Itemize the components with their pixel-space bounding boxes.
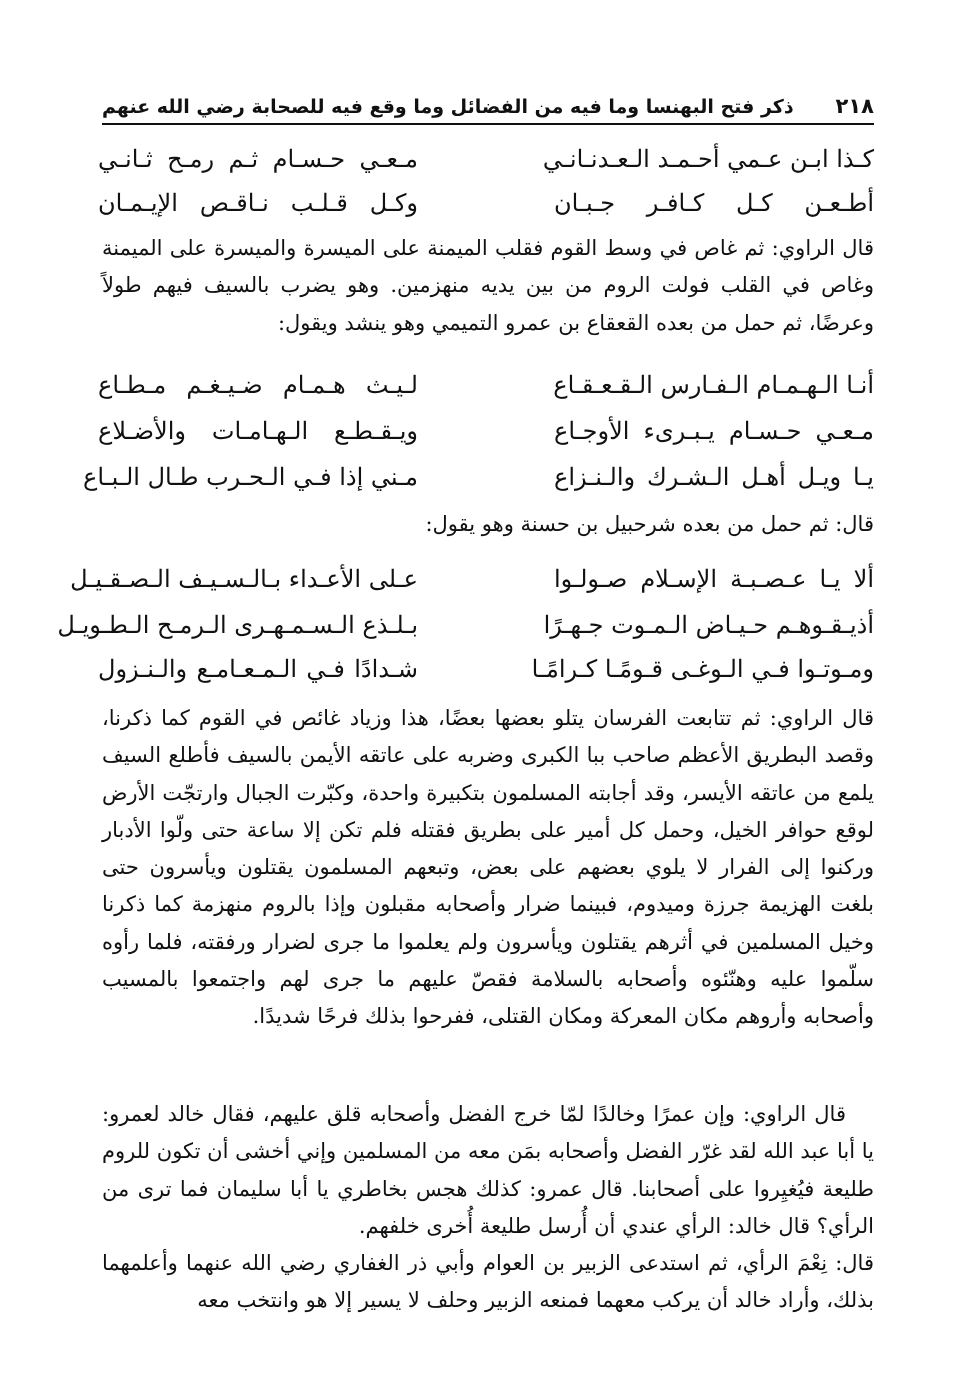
running-title: ذكر فتح البهنسا وما فيه من الفضائل وما وقع فيه للصحابة رضي الله عنهم	[102, 96, 794, 118]
verse-first-hemistich: أطـعـن كـل كـافـر جـبـان	[554, 189, 874, 217]
verse-first-hemistich: ألا يـا عـصـبـة الإسـلام صـولـوا	[554, 565, 874, 593]
verse-first-hemistich: ومـوتـوا فـي الـوغـى قـومًـا كـرامًـا	[531, 655, 874, 683]
narration-line: قال: ثم حمل من بعده شرحبيل بن حسنة وهو يقول:	[425, 512, 874, 536]
verse-second-hemistich: وكـل قـلـب نـاقـص الإيـمـان	[98, 189, 418, 217]
verse-second-hemistich: لـيـث هـمـام ضـيـغـم مـطـاع	[98, 371, 418, 399]
verse-second-hemistich: مـني إذا فـي الـحـرب طـال الـبـاع	[83, 463, 418, 491]
verse-line	[98, 136, 874, 182]
verse-first-hemistich: أذيـقـوهـم حـيـاض الـمـوت جـهـرًا	[543, 611, 874, 639]
paragraph-text: قال الراوي: ثم غاص في وسط القوم فقلب الميمنة على الميسرة والميسرة على الميمنة وغاص في القلب فولت الروم من بين يديه منهزمين. وهو يضرب بالسيف فيهم طولاً وعرضًا، ثم حمل من بعده القعقاع بن عمرو التميمي وهو ينشد ويقول:	[102, 236, 874, 335]
paragraph-text: قال الراوي: وإن عمرًا وخالدًا لمّا خرج الفضل وأصحابه قلق عليهم، فقال خالد لعمرو: يا أبا عبد الله لقد غرّر الفضل وأصحابه بمَن معه من المسلمين وإني أخشى أن تكون للروم طليعة فيُغيِروا على أصحابنا. قال عمرو: كذلك هجس بخاطري يا أبا سليمان فما ترى من الرأي؟ قال خالد: الرأي عندي أن أُرسل طليعة أُخرى خلفهم.	[102, 1102, 874, 1238]
verse-second-hemistich: شـدادًا فـي الـمـعـامـع والـنـزول	[98, 655, 418, 683]
verse-line	[83, 454, 874, 500]
verse-line	[98, 180, 874, 226]
header-rule	[102, 123, 874, 125]
verse-line	[98, 362, 874, 408]
paragraph	[102, 1096, 874, 1320]
verse-second-hemistich: عـلى الأعـداء بـالـسـيـف الـصـقـيـل	[70, 565, 418, 593]
verse-line	[57, 602, 874, 648]
verse-second-hemistich: مـعـي حـسـام ثـم رمـح ثـانـي	[98, 145, 418, 173]
verse-first-hemistich: كـذا ابـن عـمي أحـمـد الـعـدنـانـي	[542, 145, 874, 173]
verse-first-hemistich: أنـا الـهـمـام الـفـارس الـقـعـقـاع	[553, 371, 874, 399]
verse-first-hemistich: يـا ويـل أهـل الـشـرك والـنـزاع	[554, 463, 874, 491]
paragraph	[102, 230, 874, 342]
verse-second-hemistich: ويـقـطـع الـهـامـات والأضـلاع	[98, 417, 418, 445]
page-number: ٢١٨	[835, 94, 874, 118]
verse-line	[98, 646, 874, 692]
paragraph	[102, 700, 874, 1036]
verse-line	[98, 408, 874, 454]
page-header	[102, 84, 874, 118]
verse-line	[70, 556, 874, 602]
verse-second-hemistich: بـلـذع الـسـمـهـرى الـرمـح الـطـويـل	[57, 611, 418, 639]
paragraph-text: قال: نِعْمَ الرأي، ثم استدعى الزبير بن العوام وأبي ذر الغفاري رضي الله عنهما وأعلمهما بذلك، وأراد خالد أن يركب معهما فمنعه الزبير وحلف لا يسير إلا هو وانتخب معه	[102, 1251, 874, 1313]
paragraph-text: قال الراوي: ثم تتابعت الفرسان يتلو بعضها بعضًا، هذا وزياد غائص في القوم كما ذكرنا، وقصد البطريق الأعظم صاحب ببا الكبرى وضربه على عاتقه الأيمن بالسيف فأطلع السيف يلمع من عاتقه الأيسر، وقد أجابته المسلمون بتكبيرة واحدة، وكبّرت الجبال وارتجّت الأرض لوقع حوافر الخيل، وحمل كل أمير على بطريق فقتله فلم تكن إلا ساعة حتى ولّوا الأدبار وركنوا إلى الفرار لا يلوي بعضهم على بعض، وتبعهم المسلمون يقتلون ويأسرون حتى بلغت الهزيمة جرزة وميدوم، فبينما ضرار وأصحابه مقبلون وإذا بالروم منهزمة كما ذكرنا وخيل المسلمين في أثرهم يقتلون ويأسرون ولم يعلموا ما جرى لضرار ورفقته، فلما رأوه سلّموا عليه وهنّئوه وأصحابه بالسلامة فقصّ عليهم ما جرى لهم واجتمعوا بالمسيب وأصحابه وأروهم مكان المعركة ومكان القتلى، ففرحوا بذلك فرحًا شديدًا.	[102, 706, 874, 1029]
verse-first-hemistich: مـعـي حـسـام يـبـرىء الأوجـاع	[554, 417, 874, 445]
